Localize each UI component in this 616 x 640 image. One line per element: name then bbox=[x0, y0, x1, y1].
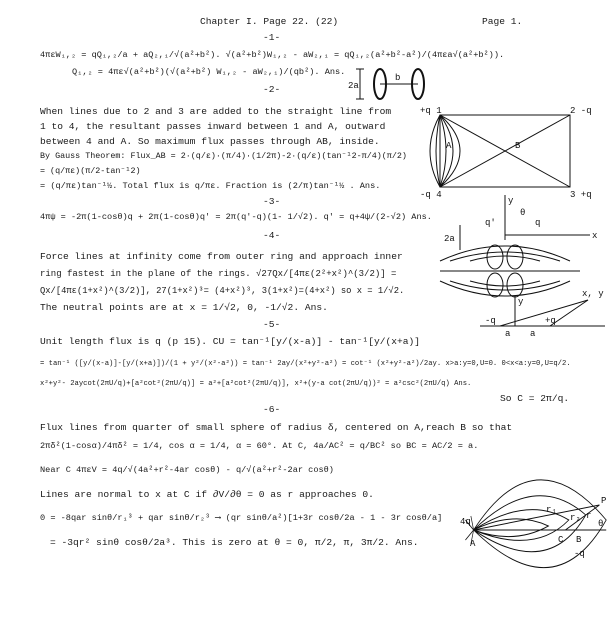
figure-label: θ bbox=[598, 519, 604, 529]
figure-label: θ bbox=[520, 208, 526, 218]
equation-line: x²+y²- 2aycot(2πU/q)+[a²cot²(2πU/q)] = a²+[a²cot²(2πU/q)], x²+(y-a cot(2πU/q))² = a²csc²(2πU/q) Ans. bbox=[40, 380, 472, 388]
separation-label: b bbox=[395, 73, 401, 83]
text-line: When lines due to 2 and 3 are added to the straight line from bbox=[40, 106, 392, 117]
chapter-header: Chapter I. Page 22. (22) bbox=[200, 16, 339, 27]
equation-line: 0 = -8qar sinθ/r₁³ + qar sinθ/r₂³ ⟶ (qr sinθ/a²)[1+3r cosθ/2a - 1 - 3r cosθ/a] bbox=[40, 513, 443, 523]
square-charges-figure bbox=[420, 103, 600, 198]
figure-label: y bbox=[518, 297, 524, 307]
figure-label: x bbox=[592, 231, 598, 241]
equation-line: = (q/πε)tan⁻¹½. Total flux is q/πε. Fraction is (2/π)tan⁻¹½ . Ans. bbox=[40, 181, 381, 191]
rings-figure bbox=[350, 65, 480, 105]
figure-label: A bbox=[470, 539, 476, 549]
figure-label: r bbox=[586, 511, 592, 521]
equation-line: = -3qr² sinθ cosθ/2a³. This is zero at θ = 0, π/2, π, 3π/2. Ans. bbox=[50, 537, 419, 548]
figure-label: y bbox=[508, 196, 514, 206]
sphere-flux-figure bbox=[460, 460, 616, 620]
figure-label: x, y bbox=[582, 289, 604, 299]
figure-label: B bbox=[576, 535, 582, 545]
equation-line: So C = 2π/q. bbox=[500, 393, 570, 404]
figure-label: a bbox=[530, 329, 536, 339]
text-line: Flux lines from quarter of small sphere of radius δ, centered on A,reach B so that bbox=[40, 422, 513, 433]
corner-label: -q 4 bbox=[420, 190, 442, 200]
figure-label: q' bbox=[485, 218, 496, 228]
text-line: 1 to 4, the resultant passes inward between 1 and A, outward bbox=[40, 121, 386, 132]
section-number: -2- bbox=[263, 84, 281, 95]
equation-line: 4πψ = -2π(1-cosθ)q + 2π(1-cosθ)q' = 2π(q'-q)(1- 1/√2). q' = q+4ψ/(2-√2) Ans. bbox=[40, 212, 432, 222]
figure-label: -q bbox=[485, 316, 496, 326]
figure-label: q bbox=[535, 218, 541, 228]
equation-line: ring fastest in the plane of the rings. √27Qx/[4πε(2²+x²)^(3/2)] = bbox=[40, 269, 397, 279]
section-number: -6- bbox=[263, 404, 281, 415]
figure-label: r₁ bbox=[546, 505, 557, 515]
equation-line: 4πεW₁,₂ = qQ₁,₂/a + aQ₂,₁/√(a²+b²). √(a²+b²)W₁,₂ - aW₂,₁ = qQ₁,₂(a²+b²-a²)/(4πεa√(a²+b²)). bbox=[40, 50, 505, 60]
page-number: Page 1. bbox=[482, 16, 523, 27]
equation-line: 2πδ²(1-cosα)/4πδ² = 1/4, cos α = 1/4, α = 60°. At C, 4a/AC² = q/BC² so BC = AC/2 = a. bbox=[40, 441, 479, 451]
corner-label: +q 1 bbox=[420, 106, 442, 116]
equation-line: Q₁,₂ = 4πε√(a²+b²)(√(a²+b²) W₁,₂ - aW₂,₁)/(qb²). Ans. bbox=[72, 67, 346, 77]
figure-label: P bbox=[601, 496, 607, 506]
section-2-text bbox=[40, 104, 412, 194]
equation-line: = tan⁻¹ ([y/(x-a)]-[y/(x+a)])/(1 + y²/(x²-a²)) = tan⁻¹ 2ay/(x²+y²-a²) = cot⁻¹ (x²+y²-a²)/2ay. x>a:y=0,U=0. 0<x<a:y=0,U=q/2. bbox=[40, 360, 571, 368]
rings-height-label: 2a bbox=[348, 81, 359, 91]
text-line: The neutral points are at x = 1/√2, 0, -1/√2. Ans. bbox=[40, 302, 328, 313]
line-charges-figure bbox=[470, 289, 610, 339]
section-number: -3- bbox=[263, 196, 281, 207]
corner-label: 3 +q bbox=[570, 190, 592, 200]
section-number: -4- bbox=[263, 230, 281, 241]
equation-line: Qx/[4πε(1+x²)^(3/2)], 27(1+x²)³= (4+x²)³, 3(1+x²)=(4+x²) so x = 1/√2. bbox=[40, 286, 405, 296]
point-label: B bbox=[515, 141, 521, 151]
equation-line: Unit length flux is q (p 15). CU = tan⁻¹[y/(x-a)] - tan⁻¹[y/(x+a)] bbox=[40, 336, 421, 347]
text-line: between 4 and A. So maximum flux passes through AB, inside. bbox=[40, 136, 380, 147]
figure-label: r₂ bbox=[570, 513, 581, 523]
corner-label: 2 -q bbox=[570, 106, 592, 116]
figure-label: 4q bbox=[460, 517, 471, 527]
section-number: -1- bbox=[263, 32, 281, 43]
figure-label: -q bbox=[574, 549, 585, 559]
section-number: -5- bbox=[263, 319, 281, 330]
figure-label: 2a bbox=[444, 234, 455, 244]
figure-label: +q bbox=[545, 316, 556, 326]
figure-label: C bbox=[558, 535, 564, 545]
equation-line: Near C 4πεV = 4q/√(4a²+r²-4ar cosθ) - q/√(a²+r²-2ar cosθ) bbox=[40, 465, 334, 475]
figure-label: a bbox=[505, 329, 511, 339]
equation-line: By Gauss Theorem: Flux_AB = 2·(q/ε)·(π/4)·(1/2π)-2·(q/ε)(tan⁻¹2-π/4)(π/2) = (q/πε)(π/2-tan⁻¹2) bbox=[40, 151, 407, 176]
text-line: Force lines at infinity come from outer ring and approach inner bbox=[40, 251, 403, 262]
text-line: Lines are normal to x at C if ∂V/∂θ = 0 as r approaches 0. bbox=[40, 489, 374, 500]
point-label: A bbox=[446, 141, 452, 151]
